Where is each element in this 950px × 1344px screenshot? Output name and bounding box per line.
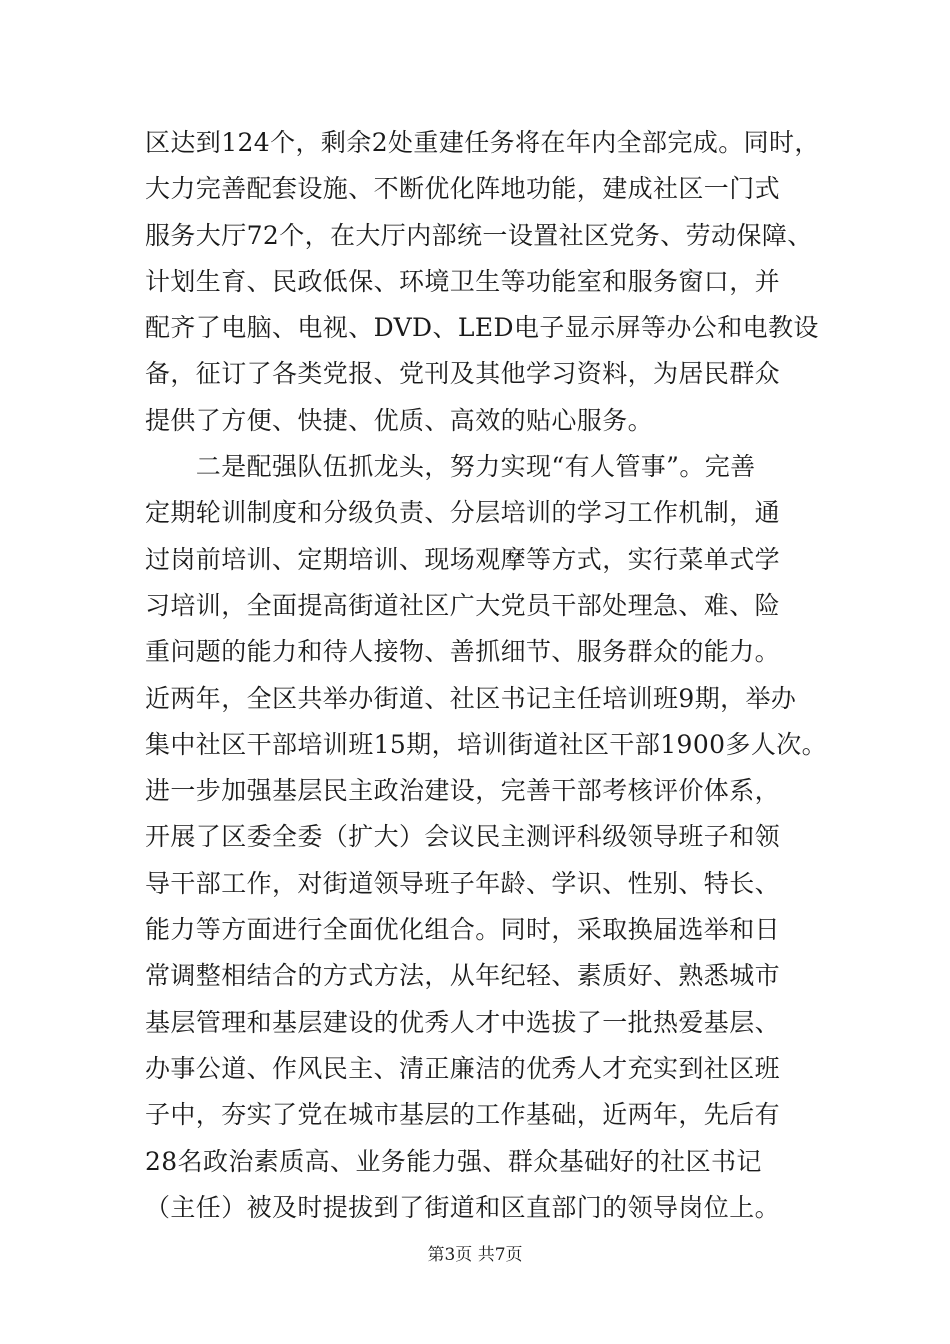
- text-line: 进一步加强基层民主政治建设，完善干部考核评价体系，: [145, 776, 781, 806]
- page-number: 第3页 共7页: [427, 1245, 523, 1265]
- text-line: 备，征订了各类党报、党刊及其他学习资料，为居民群众: [145, 359, 781, 389]
- text-line: 大力完善配套设施、不断优化阵地功能，建成社区一门式: [145, 174, 781, 204]
- text-line: 开展了区委全委（扩大）会议民主测评科级领导班子和领: [145, 822, 781, 852]
- text-line: 子中，夯实了党在城市基层的工作基础，近两年，先后有: [145, 1100, 781, 1130]
- text-line: 计划生育、民政低保、环境卫生等功能室和服务窗口，并: [145, 266, 781, 296]
- page-footer: [0, 1240, 950, 1265]
- text-line: 配齐了电脑、电视、DVD、LED电子显示屏等办公和电教设: [145, 313, 819, 343]
- text-line: 二是配强队伍抓龙头，努力实现“有人管事”。完善: [145, 452, 756, 482]
- text-line: 定期轮训制度和分级负责、分层培训的学习工作机制，通: [145, 498, 781, 528]
- text-line: 习培训，全面提高街道社区广大党员干部处理急、难、险: [145, 590, 781, 620]
- text-line: 常调整相结合的方式方法，从年纪轻、素质好、熟悉城市: [145, 961, 781, 991]
- text-line: 区达到124个，剩余2处重建任务将在年内全部完成。同时，: [145, 128, 820, 157]
- text-line: 导干部工作，对街道领导班子年龄、学识、性别、特长、: [145, 868, 781, 898]
- text-line: 提供了方便、快捷、优质、高效的贴心服务。: [145, 405, 654, 435]
- text-line: 近两年，全区共举办街道、社区书记主任培训班9期，举办: [145, 683, 797, 713]
- text-line: 办事公道、作风民主、清正廉洁的优秀人才充实到社区班: [145, 1053, 781, 1083]
- text-line: 28名政治素质高、业务能力强、群众基础好的社区书记: [145, 1146, 762, 1176]
- text-line: 重问题的能力和待人接物、善抓细节、服务群众的能力。: [145, 637, 781, 667]
- text-line: 基层管理和基层建设的优秀人才中选拔了一批热爱基层、: [145, 1007, 781, 1037]
- text-line: 集中社区干部培训班15期，培训街道社区干部1900多人次。: [145, 729, 828, 759]
- text-line: （主任）被及时提拔到了街道和区直部门的领导岗位上。: [145, 1192, 781, 1222]
- text-line: 过岗前培训、定期培训、现场观摩等方式，实行菜单式学: [145, 544, 781, 574]
- text-line: 能力等方面进行全面优化组合。同时，采取换届选举和日: [145, 915, 781, 945]
- text-line: 服务大厅72个，在大厅内部统一设置社区党务、劳动保障、: [145, 220, 813, 250]
- document-body: [145, 120, 828, 1231]
